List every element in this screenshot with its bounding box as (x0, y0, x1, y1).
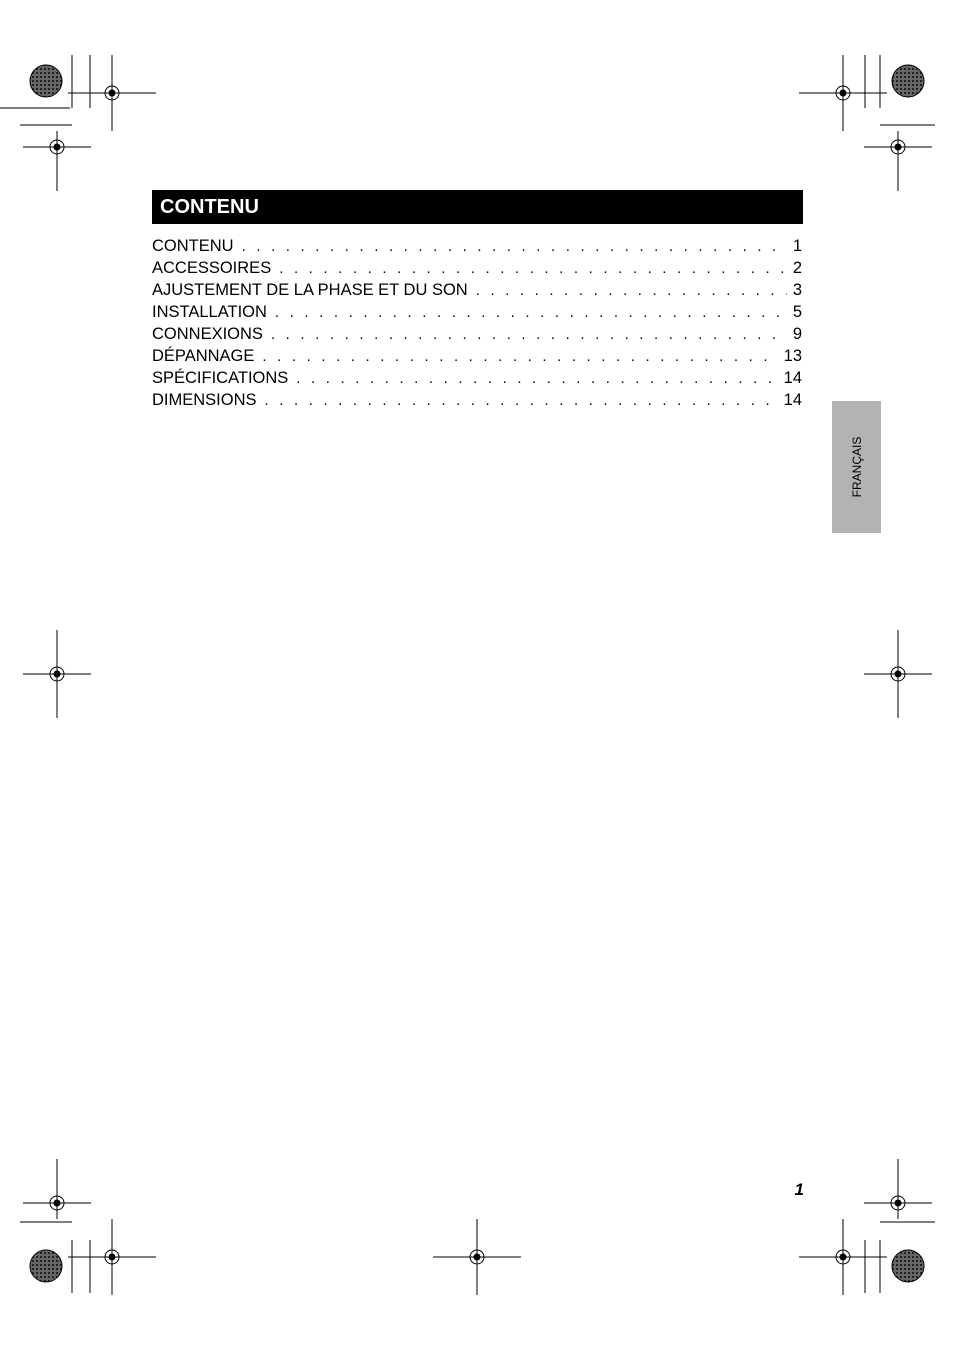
toc-entry-label: CONTENU (152, 237, 234, 255)
table-of-contents (152, 235, 802, 411)
leader-dots (271, 324, 787, 346)
section-heading-text: CONTENU (160, 196, 259, 218)
toc-entry-label: DIMENSIONS (152, 391, 257, 409)
leader-dots (476, 280, 787, 302)
leader-dots (275, 302, 787, 324)
toc-entry-page: 1 (792, 237, 802, 255)
toc-entry-page: 5 (792, 303, 802, 321)
toc-entry[interactable] (152, 235, 802, 257)
leader-dots (262, 346, 777, 368)
language-tab-label: FRANÇAIS (849, 436, 864, 498)
toc-entry[interactable] (152, 301, 802, 323)
leader-dots (296, 368, 777, 390)
toc-entry-page: 9 (792, 325, 802, 343)
toc-entry-page: 3 (792, 281, 802, 299)
toc-entry-label: INSTALLATION (152, 303, 267, 321)
toc-entry-label: ACCESSOIRES (152, 259, 272, 277)
toc-entry[interactable] (152, 279, 802, 301)
leader-dots (265, 390, 778, 412)
toc-entry-page: 13 (783, 347, 802, 365)
toc-entry[interactable] (152, 367, 802, 389)
toc-entry-label: AJUSTEMENT DE LA PHASE ET DU SON (152, 281, 468, 299)
toc-entry-page: 14 (783, 391, 802, 409)
toc-entry-page: 14 (783, 369, 802, 387)
page-number: 1 (794, 1180, 804, 1199)
leader-dots (279, 258, 787, 280)
toc-entry[interactable] (152, 389, 802, 411)
toc-entry-label: DÉPANNAGE (152, 347, 255, 365)
toc-entry-page: 2 (792, 259, 802, 277)
toc-entry-label: CONNEXIONS (152, 325, 263, 343)
language-tab (832, 401, 881, 533)
toc-entry-label: SPÉCIFICATIONS (152, 369, 289, 387)
section-heading (152, 190, 803, 224)
leader-dots (242, 236, 787, 258)
toc-entry[interactable] (152, 257, 802, 279)
toc-entry[interactable] (152, 323, 802, 345)
toc-entry[interactable] (152, 345, 802, 367)
